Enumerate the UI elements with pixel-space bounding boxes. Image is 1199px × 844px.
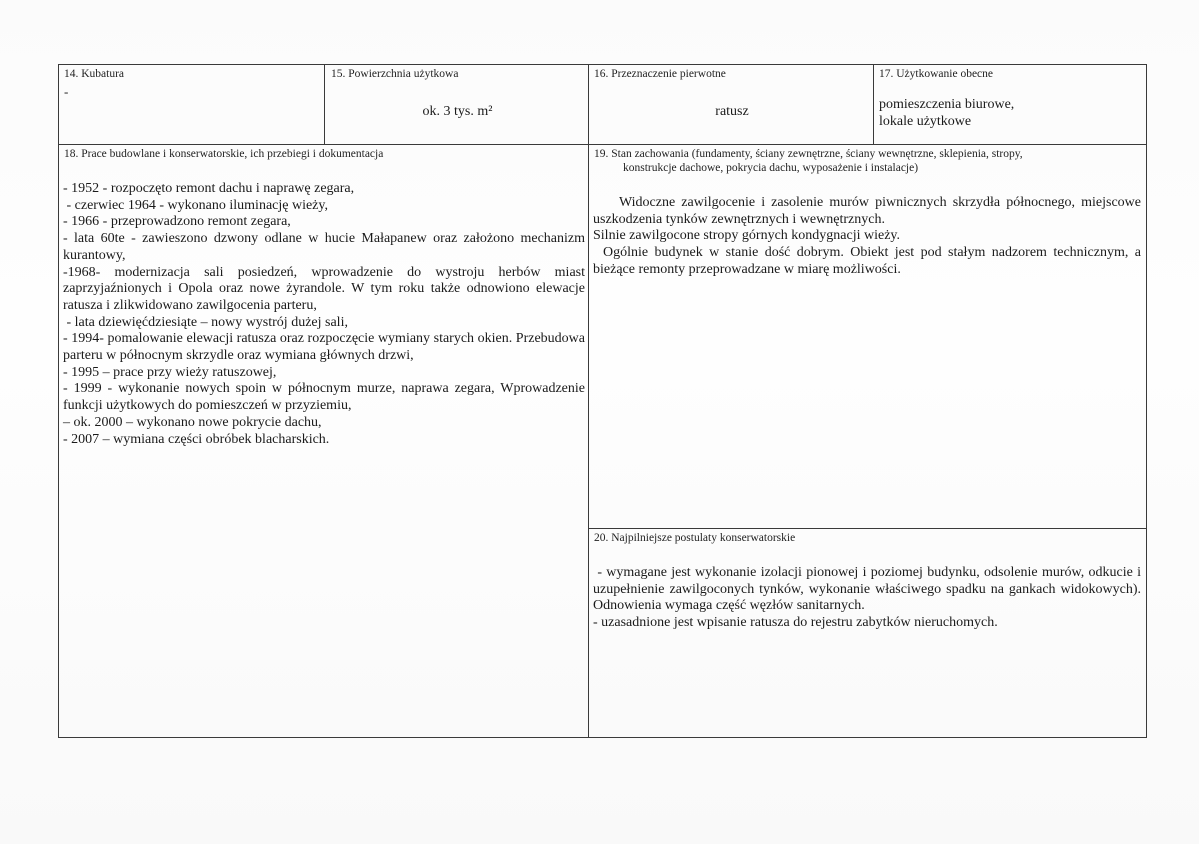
field-20-label: 20. Najpilniejsze postulaty konserwatorskie — [594, 532, 796, 544]
field-19-label-line-2: konstrukcje dachowe, pokrycia dachu, wyposażenie i instalacje) — [623, 162, 919, 174]
field-18-line: - 2007 – wymiana części obróbek blacharskich. — [63, 431, 330, 447]
field-18-line: - 1994- pomalowanie elewacji ratusza oraz rozpoczęcie wymiany starych okien. Przebudowa parteru w północnym skrzydle oraz wymiana głównych drzwi, — [63, 331, 585, 364]
field-17-label: 17. Użytkowanie obecne — [879, 68, 994, 80]
field-20-cell — [588, 528, 1147, 738]
field-18-line: - 1966 - przeprowadzono remont zegara, — [63, 214, 291, 230]
field-18-line: -1968- modernizacja sali posiedzeń, wprowadzenie do wystroju herbów miast zaprzyjaźnionych i Opola oraz nowe żyrandole. W tym roku także odnowiono elewacje ratusza i zlikwidowano zawilgocenia parteru, — [63, 264, 585, 313]
field-14-label: 14. Kubatura — [64, 68, 125, 80]
field-18-line: - 1952 - rozpoczęto remont dachu i naprawę zegara, — [63, 181, 355, 196]
field-15-value: ok. 3 tys. m² — [422, 104, 493, 119]
field-16-cell — [588, 64, 874, 145]
field-20-paragraph: - wymagane jest wykonanie izolacji pionowej i poziomej budynku, odsolenie murów, odkucie i uzupełnienie zawilgoconych tynków, wykonanie właściwego spadku na gankach widokowych). Odnowienia wymaga część węzłów sanitarnych. — [593, 565, 1145, 614]
field-19-paragraph: Silnie zawilgocone stropy górnych kondygnacji wieży. — [593, 228, 901, 244]
field-18-line: - 1995 – prace przy wieży ratuszowej, — [63, 364, 277, 380]
field-18-line: - lata dziewięćdziesiąte – nowy wystrój dużej sali, — [63, 314, 348, 330]
field-20-text — [593, 565, 1145, 632]
field-14-value: - — [64, 84, 69, 99]
field-19-paragraph: Widoczne zawilgocenie i zasolenie murów piwnicznych skrzydła północnego, miejscowe uszkodzenia tynków zewnętrznych i wewnętrznych. — [593, 195, 1141, 227]
field-18-line: - czerwiec 1964 - wykonano iluminację wieży, — [63, 197, 328, 213]
field-20-paragraph: - uzasadnione jest wpisanie ratusza do rejestru zabytków nieruchomych. — [593, 615, 998, 631]
field-18-line: – ok. 2000 – wykonano nowe pokrycie dachu, — [63, 414, 322, 430]
field-15-cell — [324, 64, 589, 145]
field-19-paragraph: Ogólnie budynek w stanie dość dobrym. Obiekt jest pod stałym nadzorem technicznym, a bieżące remonty przeprowadzane w miarę możliwości. — [593, 245, 1141, 277]
field-17-value-line-2: lokale użytkowe — [879, 113, 972, 129]
field-18-line: - 1999 - wykonanie nowych spoin w północnym murze, naprawa zegara, Wprowadzenie funkcji użytkowych do pomieszczeń w przyziemiu, — [63, 381, 585, 414]
field-17-value — [879, 97, 1139, 130]
field-18-label: 18. Prace budowlane i konserwatorskie, ich przebiegi i dokumentacja — [64, 148, 384, 160]
field-17-value-line-1: pomieszczenia biurowe, — [879, 97, 1015, 112]
field-16-value: ratusz — [715, 104, 749, 119]
field-19-label-line-1: 19. Stan zachowania (fundamenty, ściany zewnętrzne, ściany wewnętrzne, sklepienia, stropy, — [594, 148, 1023, 160]
field-18-text — [63, 181, 585, 448]
field-19-text — [593, 195, 1141, 279]
field-18-cell — [58, 144, 589, 738]
field-19-cell — [588, 144, 1147, 529]
field-17-cell — [873, 64, 1147, 145]
field-16-label: 16. Przeznaczenie pierwotne — [594, 68, 726, 80]
field-14-cell — [58, 64, 325, 145]
field-15-label: 15. Powierzchnia użytkowa — [331, 68, 459, 80]
field-18-line: - lata 60te - zawieszono dzwony odlane w hucie Małapanew oraz założono mechanizm kurantowy, — [63, 231, 585, 263]
